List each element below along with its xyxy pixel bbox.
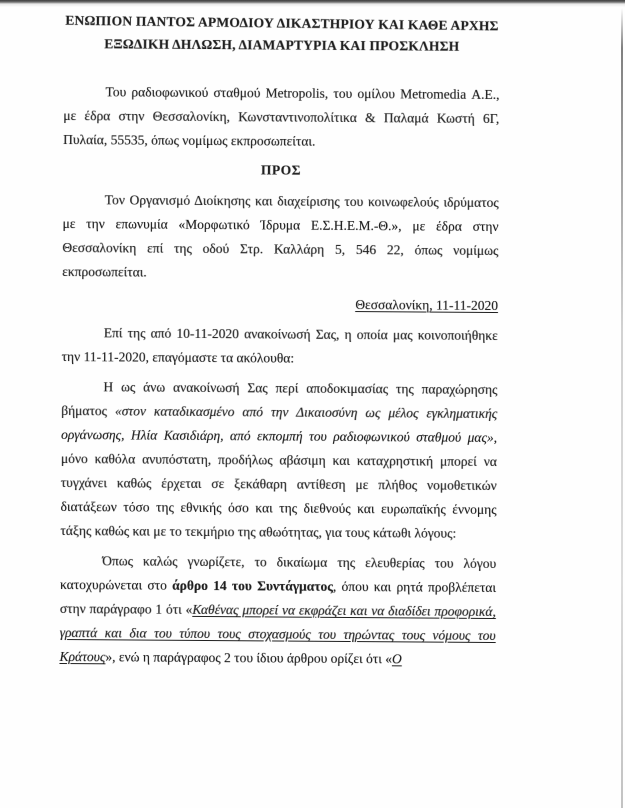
scan-artifact-right-edge	[621, 8, 623, 808]
document-title-line2: ΕΞΩΔΙΚΗ ΔΗΛΩΣΗ, ΔΙΑΜΑΡΤΥΡΙΑ ΚΑΙ ΠΡΟΣΚΛΗΣΗ	[104, 36, 460, 54]
document-title-line1: ΕΝΩΠΙΟΝ ΠΑΝΤΟΣ ΑΡΜΟΔΙΟΥ ΔΙΚΑΣΤΗΡΙΟΥ ΚΑΙ ΚΑΘΕ ΑΡΧΗΣ	[65, 12, 499, 34]
article14-constitution-quote: Καθένας μπορεί να εκφράζει και να διαδίδει προφορικά, γραπτά και δια του τύπου τους στοχασμούς του τηρώντας τους νόμους του Κράτους	[59, 601, 496, 665]
article14-tail: », ενώ η παράγραφος 2 του ίδιου άρθρου ορίζει ότι «	[105, 649, 392, 667]
scan-artifact-top-edge	[0, 0, 625, 7]
recipient-heading: ΠΡΟΣ	[260, 162, 301, 178]
article14-lead: Όπως καλώς γνωρίζετε, το δικαίωμα της ελευθερίας του λόγου κατοχυρώνεται στο	[59, 553, 497, 593]
dateline-text: Θεσσαλονίκη, 11-11-2020	[355, 297, 498, 314]
article14-closing-fragment: Ο	[391, 651, 402, 667]
dateline	[62, 291, 498, 318]
announcement-rest: , μόνο καθόλα ανυπόστατη, προδήλως αβάσιμη και καταχρηστική μπορεί να τυγχάνει καθώς έρχεται σε ξεκάθαρη αντίθεση με πλήθος νομοθετικών διατάξεων τόσο της εθνικής όσο και της διεθνούς και ευρωπαϊκής έννομης τάξης καθώς και με το τεκμήριο της αθωότητας, για τους κάτωθι λόγους:	[60, 430, 498, 541]
recipient-paragraph: Τον Οργανισμό Διοίκησης και διαχείρισης του κοινωφελούς ιδρύματος με την επωνυμία «Μορφωτικό Ίδρυμα Ε.Σ.Η.Ε.Μ.-Θ.», με έδρα στην Θεσσαλονίκη επί της οδού Στρ. Καλλάρη 5, 546 22, όπως νομίμως εκπροσωπείται.	[62, 192, 499, 280]
sender-paragraph: Του ραδιοφωνικού σταθμού Metropolis, του ομίλου Metromedia Α.Ε., με έδρα στην Θεσσαλονίκη, Κωνσταντινοπολίτικα & Παλαμά Κωστή 6Γ, Πυλαία, 55535, όπως νομίμως εκπροσωπείται.	[63, 84, 500, 149]
article14-mid: , όπου και ρητά προβλέπεται στην παράγραφο 1 ότι «	[59, 578, 497, 617]
article14-paragraph	[59, 549, 496, 672]
intro-paragraph: Επί της από 10-11-2020 ανακοίνωσή Σας, η οποία μας κοινοποιήθηκε την 11-11-2020, επαγόμαστε τα ακόλουθα:	[61, 325, 498, 366]
announcement-paragraph	[60, 375, 497, 546]
document-content	[59, 10, 500, 672]
article14-bold-reference: άρθρο 14 του Συντάγματος	[172, 577, 333, 594]
announcement-lead: Η ως άνω ανακοίνωσή Σας περί αποδοκιμασίας της παραχώρησης βήματος	[61, 379, 498, 419]
announcement-quote: «στον καταδικασμένο από την Δικαιοσύνη ως μέλος εγκληματικής οργάνωσης, Ηλία Κασιδιάρη, από εκπομπή του ραδιοφωνικού σταθμού μας»	[60, 403, 498, 446]
